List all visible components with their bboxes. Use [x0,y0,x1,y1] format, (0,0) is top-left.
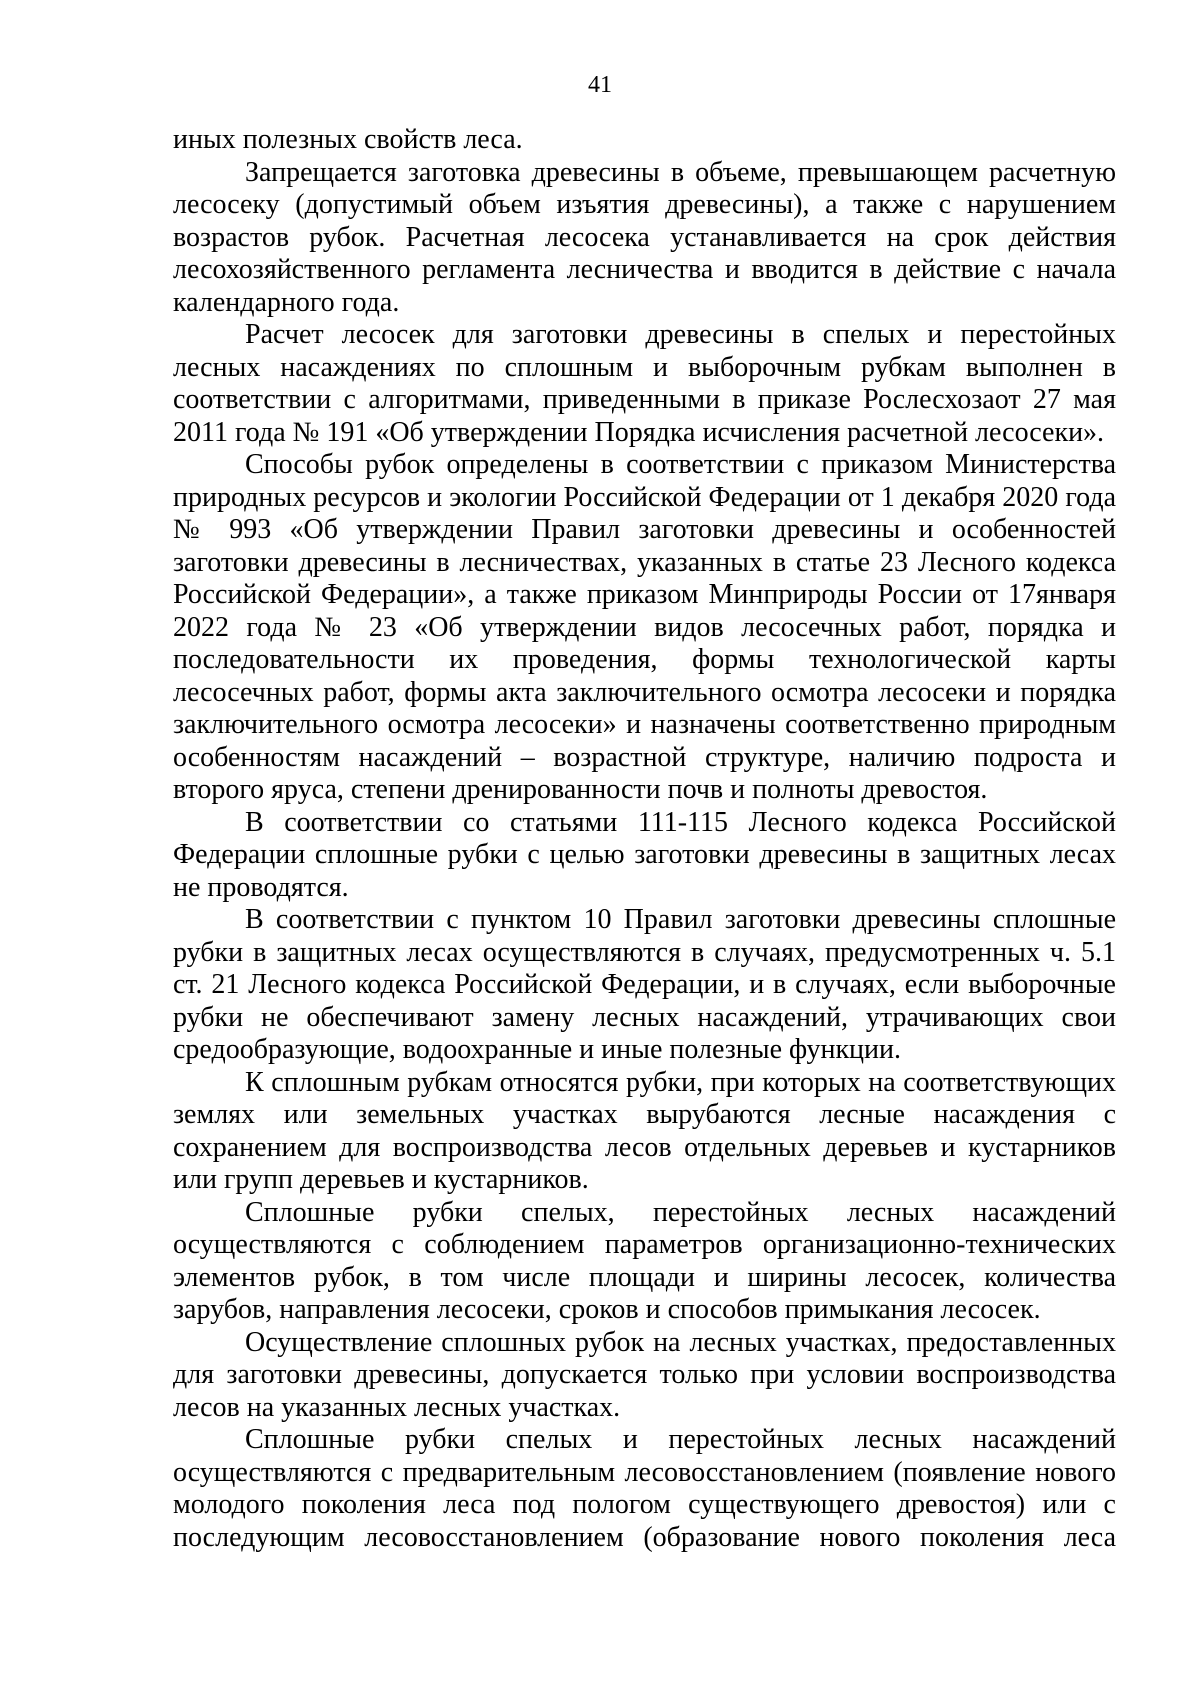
paragraph: В соответствии с пунктом 10 Правил заготовки древесины сплошные рубки в защитных лесах осуществляются в случаях, предусмотренных ч. 5.1 ст. 21 Лесного кодекса Российской Федерации, и в случаях, если выборочные рубки не обеспечивают замену лесных насаждений, утрачивающих свои средообразующие, водоохранные и иные полезные функции. [173,904,1116,1065]
paragraph: Осуществление сплошных рубок на лесных участках, предоставленных для заготовки древесины, допускается только при условии воспроизводства лесов на указанных лесных участках. [173,1326,1116,1423]
paragraph: иных полезных свойств леса. [173,124,523,155]
paragraph: Расчет лесосек для заготовки древесины в спелых и перестойных лесных насаждениях по сплошным и выборочным рубкам выполнен в соответствии с алгоритмами, приведенными в приказе Рослесхозаот 27 мая 2011 года № 191 «Об утверждении Порядка исчисления расчетной лесосеки». [173,319,1116,448]
paragraph: В соответствии со статьями 111-115 Лесного кодекса Российской Федерации сплошные рубки с целью заготовки древесины в защитных лесах не проводятся. [173,806,1116,903]
paragraph: К сплошным рубкам относятся рубки, при которых на соответствующих землях или земельных участках вырубаются лесные насаждения с сохранением для воспроизводства лесов отдельных деревьев и кустарников или групп деревьев и кустарников. [173,1066,1116,1195]
paragraph: Способы рубок определены в соответствии с приказом Министерства природных ресурсов и экологии Российской Федерации от 1 декабря 2020 года № 993 «Об утверждении Правил заготовки древесины и особенностей заготовки древесины в лесничествах, указанных в статье 23 Лесного кодекса Российской Федерации», а также приказом Минприроды России от 17января 2022 года № 23 «Об утверждении видов лесосечных работ, порядка и последовательности их проведения, формы технологической карты лесосечных работ, формы акта заключительного осмотра лесосеки и порядка заключительного осмотра лесосеки» и назначены соответственно природным особенностям насаждений – возрастной структуре, наличию подроста и второго яруса, степени дренированности почв и полноты древостоя. [173,449,1116,805]
paragraph: Запрещается заготовка древесины в объеме, превышающем расчетную лесосеку (допустимый объем изъятия древесины), а также с нарушением возрастов рубок. Расчетная лесосека устанавливается на срок действия лесохозяйственного регламента лесничества и вводится в действие с начала календарного года. [173,156,1116,318]
paragraph: Сплошные рубки спелых, перестойных лесных насаждений осуществляются с соблюдением параметров организационно-технических элементов рубок, в том числе площади и ширины лесосек, количества зарубов, направления лесосеки, сроков и способов примыкания лесосек. [173,1196,1116,1325]
page-number: 41 [588,72,612,98]
body-text [173,124,1116,1554]
paragraph: Сплошные рубки спелых и перестойных лесных насаждений осуществляются с предварительным лесовосстановлением (появление нового молодого поколения леса под пологом существующего древостоя) или с последующим лесовосстановлением (образование нового поколения леса [173,1424,1116,1553]
